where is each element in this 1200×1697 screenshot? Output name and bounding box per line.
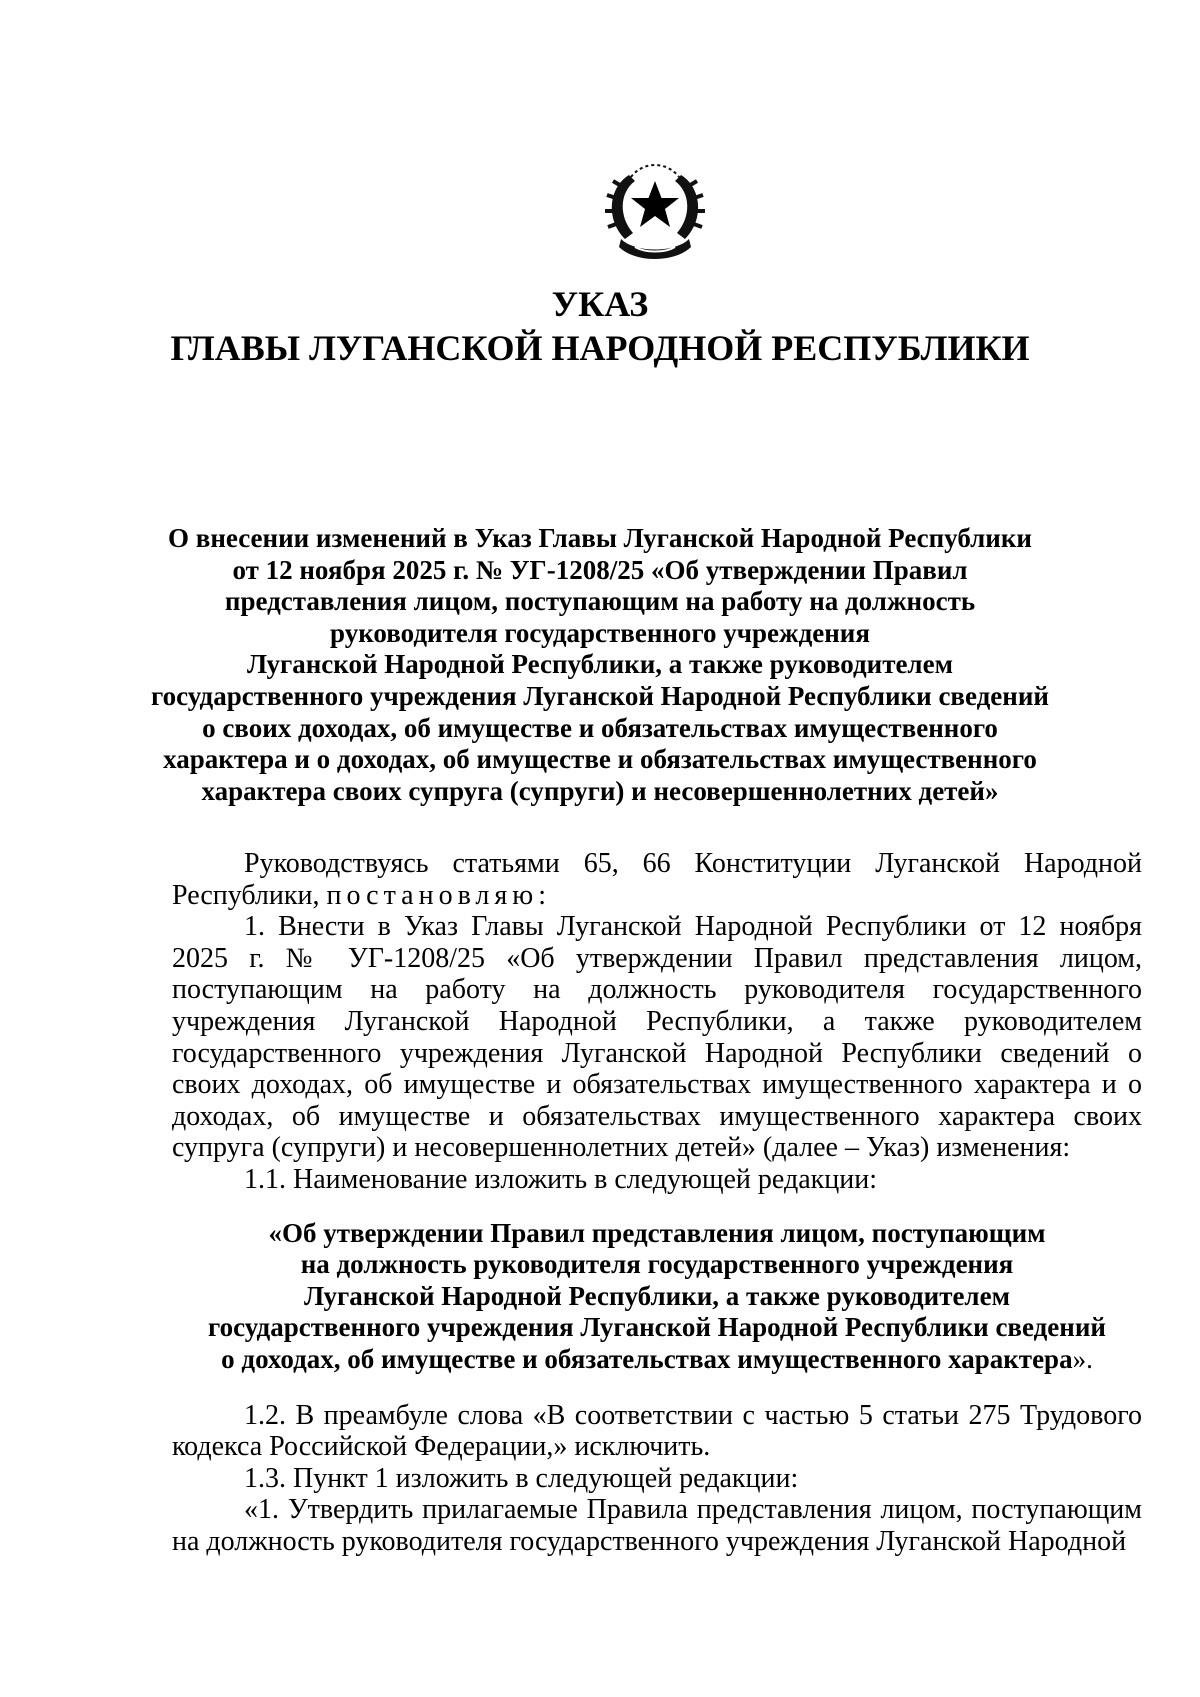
subject-line: Луганской Народной Республики, а также руководителем — [247, 649, 953, 680]
subject-line: о своих доходах, об имуществе и обязательствах имущественного — [202, 712, 998, 743]
quote-end: ». — [1072, 1343, 1093, 1374]
quote-line: «Об утверждении Правил представления лицом, поступающим — [268, 1217, 1046, 1248]
quote-line: на должность руководителя государственного учреждения — [300, 1249, 1014, 1280]
issuing-authority-title: ГЛАВЫ ЛУГАНСКОЙ НАРОДНОЙ РЕСПУБЛИКИ — [170, 328, 1030, 368]
quote-line: государственного учреждения Луганской Народной Республики сведений — [208, 1312, 1106, 1343]
coat-of-arms-icon — [595, 147, 715, 267]
subject-line: характера своих супруга (супруги) и несовершеннолетних детей» — [201, 775, 999, 806]
paragraph-1-2: 1.2. В преамбуле слова «В соответствии с частью 5 статьи 275 Трудового кодекса Российской Федерации,» исключить. — [172, 1399, 1142, 1463]
subject-line: государственного учреждения Луганской Народной Республики сведений — [151, 680, 1049, 711]
subject-line: представления лицом, поступающим на работу на должность — [224, 586, 976, 617]
subject-line: О внесении изменений в Указ Главы Луганской Народной Республики — [168, 523, 1032, 553]
paragraph-1-1: 1.1. Наименование изложить в следующей редакции: — [244, 1163, 877, 1195]
preamble-text: Руководствуясь статьями 65, 66 Конституции Луганской Народной Республики, — [172, 848, 1142, 911]
quote-line: Луганской Народной Республики, а также руководителем — [304, 1280, 1010, 1311]
decree-body — [172, 848, 1142, 1557]
quote-line: о доходах, об имуществе и обязательствах имущественного характера — [221, 1343, 1073, 1374]
decree-subject — [150, 523, 1050, 807]
preamble-paragraph — [172, 848, 1142, 911]
paragraph-1-3: 1.3. Пункт 1 изложить в следующей редакции: — [244, 1462, 799, 1494]
paragraph-1: 1. Внести в Указ Главы Луганской Народной Республики от 12 ноября 2025 г. № УГ-1208/25 «Об утверждении Правил представления лицом, поступающим на работу на должность руководителя государственного учреждения Луганской Народной Республики, а также руководителем государственного учреждения Луганской Народной Республики сведений о своих доходах, об имуществе и обязательствах имущественного характера и о доходах, об имуществе и обязательствах имущественного характера своих супруга (супруги) и несовершеннолетних детей» (далее – Указ) изменения: — [172, 911, 1142, 1164]
subject-line: руководителя государственного учреждения — [330, 617, 870, 648]
subject-line: от 12 ноября 2025 г. № УГ-1208/25 «Об утверждении Правил — [232, 554, 968, 585]
paragraph-1-3-text: «1. Утвердить прилагаемые Правила представления лицом, поступающим на должность руководителя государственного учреждения Луганской Народной — [172, 1494, 1142, 1557]
document-type-title: УКАЗ — [551, 284, 649, 324]
decree-word: постановляю: — [326, 879, 551, 911]
new-title-quote — [172, 1218, 1142, 1376]
subject-line: характера и о доходах, об имуществе и обязательствах имущественного — [163, 744, 1037, 775]
